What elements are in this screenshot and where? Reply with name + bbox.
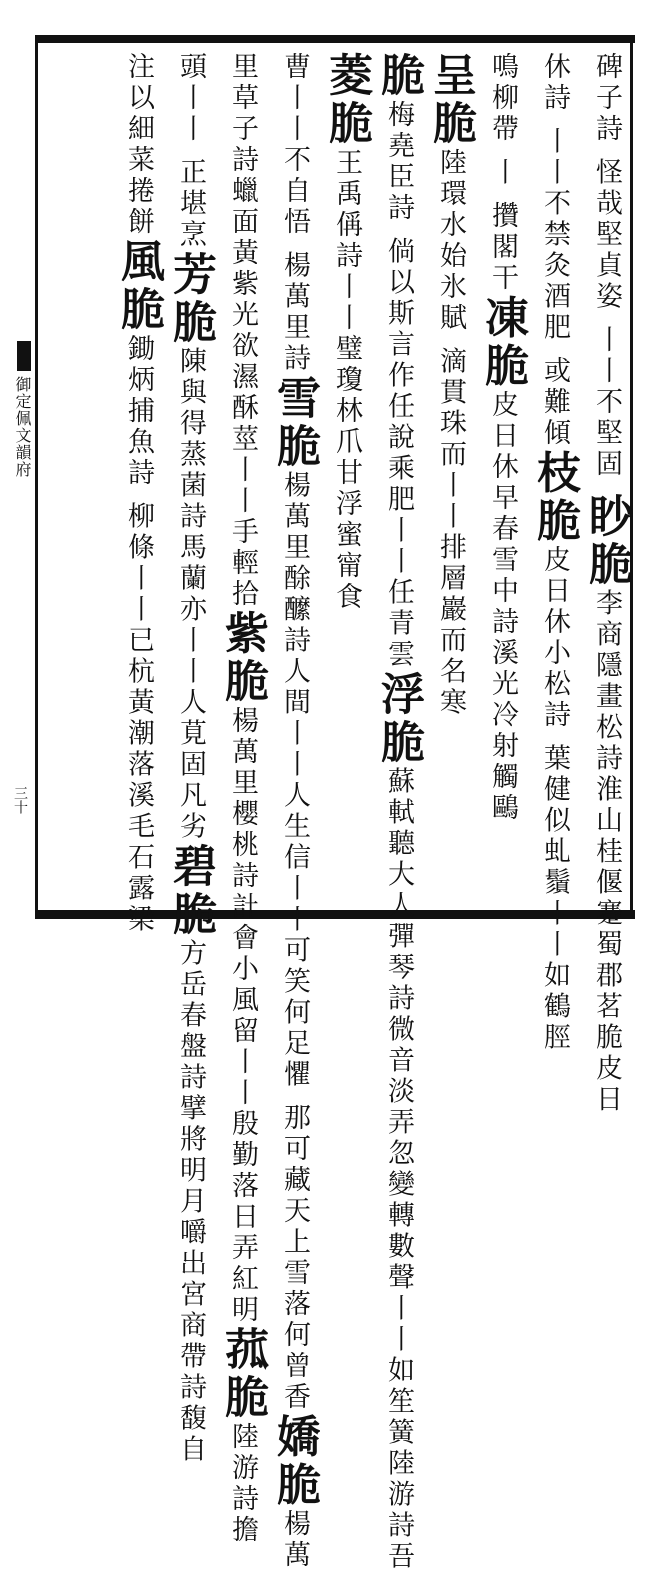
page-number: 三十 [12, 786, 28, 814]
book-title: 御定佩文韻府 [13, 376, 32, 478]
text-column-6 [320, 52, 372, 613]
headword: 芳脆 [165, 250, 216, 347]
column-text: 里草子詩蠟面黃紫光欲濕酥莖丨丨手輕拾 [227, 52, 258, 610]
column-text: 蘇軾聽大人彈琴詩微音淡弄忽變轉數聲丨丨如笙簧陸游詩吾 [383, 766, 414, 1573]
column-text: 鳴柳帶 丨 攢閣干 [487, 52, 518, 295]
text-column-10 [112, 52, 164, 936]
fishtail-mark [17, 341, 31, 371]
column-text: 梅堯臣詩 倘以斯言作任說乘肥丨丨任青雲 [383, 100, 414, 671]
column-text: 曹丨丨不自悟 楊萬里詩 [279, 52, 310, 375]
column-text: 頭丨丨 正堪烹 [175, 52, 206, 251]
headword: 枝脆 [529, 449, 580, 546]
column-text: 皮日休小松詩 葉健似虬鬚丨丨如鶴脛 [539, 545, 570, 1054]
column-text: 方岳春盤詩擘將明月嚼出宮商帶詩馥自 [175, 938, 206, 1466]
text-column-4 [424, 52, 476, 719]
column-text: 陸環水始氷賦 滴貫珠而丨丨排層巖而名寒 [435, 148, 466, 719]
headword: 凍脆 [477, 294, 528, 391]
column-text: 皮日休早春雪中詩溪光冷射觸鷗 [487, 390, 518, 825]
column-text: 休詩 丨丨不禁灸酒肥 或難傾 [539, 52, 570, 450]
column-text: 王禹偁詩丨丨璧瓊林爪甘浮蜜甯食 [331, 148, 362, 613]
column-text: 楊萬里酴醿詩人間丨丨人生信丨丨可笑何足懼 那可藏天上雪落何曾香 [279, 470, 310, 1414]
column-text: 陸游詩擔 [227, 1422, 258, 1546]
column-text: 陳與得蒸菌詩馬蘭亦丨丨人莧固凡劣 [175, 346, 206, 843]
text-column-8 [216, 52, 268, 1546]
column-text: 注以細菜捲餅 [123, 52, 154, 238]
text-column-7 [268, 52, 320, 1571]
headword: 浮脆 [373, 670, 424, 767]
column-text: 李商隱畫松詩淮山桂偃蹇蜀郡茗脆皮日 [591, 588, 622, 1116]
page-gutter [10, 46, 36, 906]
headword: 紫脆 [217, 610, 268, 706]
headword: 菱脆 [321, 52, 372, 148]
column-text: 楊萬里櫻桃詩計會小風留丨丨殷勤落日弄紅明 [227, 706, 258, 1326]
text-column-1 [580, 52, 632, 1116]
column-text: 碑子詩 怪哉堅貞姿 丨丨不堅固 [591, 52, 622, 493]
headword: 眇脆 [581, 492, 632, 589]
top-border [35, 35, 635, 43]
text-column-5 [372, 52, 424, 1573]
column-text: 鋤炳捕魚詩 柳條丨丨已杭黃潮落溪毛石露梁 [123, 334, 154, 936]
text-column-3 [476, 52, 528, 824]
headword: 菰脆 [217, 1326, 268, 1422]
headword: 碧脆 [165, 842, 216, 939]
headword: 脆 [373, 52, 424, 100]
headword: 雪脆 [269, 374, 320, 471]
text-column-2 [528, 52, 580, 1054]
headword: 風脆 [113, 238, 164, 334]
column-text: 楊萬 [279, 1509, 310, 1572]
headword: 嬌脆 [269, 1413, 320, 1510]
text-column-9 [164, 52, 216, 1466]
headword: 呈脆 [425, 52, 476, 148]
